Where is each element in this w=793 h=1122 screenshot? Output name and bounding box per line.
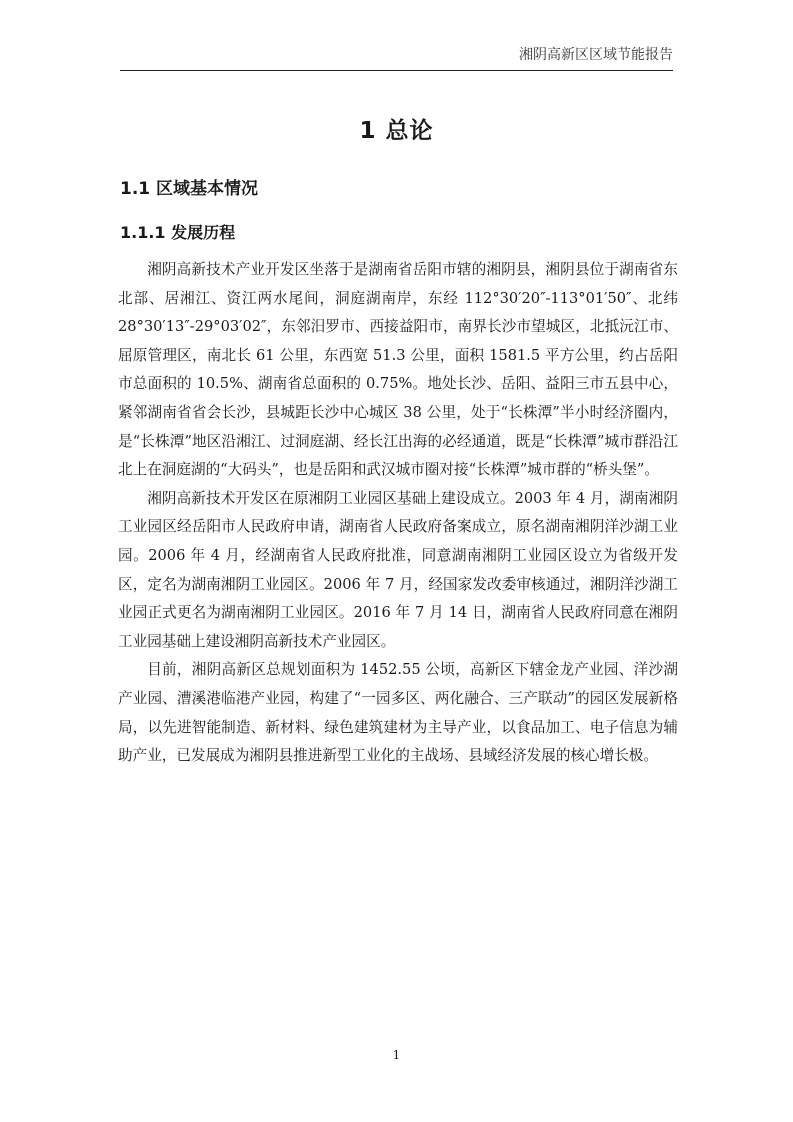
running-header-title: 湘阴高新区区域节能报告 <box>519 47 673 63</box>
chapter-title: 1 总论 <box>359 118 434 144</box>
running-header <box>120 46 673 71</box>
paragraph-current-status: 目前，湘阴高新区总规划面积为 1452.55 公顷，高新区下辖金龙产业园、洋沙湖产业园、漕溪港临港产业园，构建了“一园多区、两化融合、三产联动”的园区发展新格局，以先进智能制造、新材料、绿色建筑建材为主导产业，以食品加工、电子信息为辅助产业，已发展成为湘阴县推进新型工业化的主战场、县域经济发展的核心增长极。 <box>118 661 678 765</box>
paragraph-history-location: 湘阴高新技术产业开发区坐落于是湖南省岳阳市辖的湘阴县，湘阴县位于湖南省东北部、居湘江、资江两水尾间，洞庭湖南岸，东经 112°30′20″-113°01′50″、北纬 28°30′13″-29°03′02″，东邻汨罗市、西接益阳市，南界长沙市望城区，北抵沅江市、屈原管理区，南北长 61 公里，东西宽 51.3 公里，面积 1581.5 平方公里，约占岳阳市总面积的 10.5%、湖南省总面积的 0.75%。地处长沙、岳阳、益阳三市五县中心，紧邻湖南省省会长沙，县城距长沙中心城区 38 公里，处于“长株潭”半小时经济圈内，是“长株潭”地区沿湘江、过洞庭湖、经长江出海的必经通道，既是“长株潭”城市群沿江北上在洞庭湖的“大码头”，也是岳阳和武汉城市圈对接“长株潭”城市群的“桥头堡”。 <box>118 261 678 479</box>
body-text <box>118 256 678 771</box>
page-number: 1 <box>392 1048 401 1062</box>
subsection-title: 1.1.1 发展历程 <box>120 223 236 242</box>
section-title: 1.1 区域基本情况 <box>120 179 259 199</box>
paragraph-history-establishment: 湘阴高新技术开发区在原湘阴工业园区基础上建设成立。2003 年 4 月，湖南湘阴工业园区经岳阳市人民政府申请，湖南省人民政府备案成立，原名湖南湘阴洋沙湖工业园。2006 年 4 月，经湖南省人民政府批准，同意湖南湘阴工业园区设立为省级开发区，定名为湖南湘阴工业园区。2006 年 7 月，经国家发改委审核通过，湘阴洋沙湖工业园正式更名为湖南湘阴工业园区。2016 年 7 月 14 日，湖南省人民政府同意在湘阴工业园基础上建设湘阴高新技术产业园区。 <box>118 489 678 650</box>
